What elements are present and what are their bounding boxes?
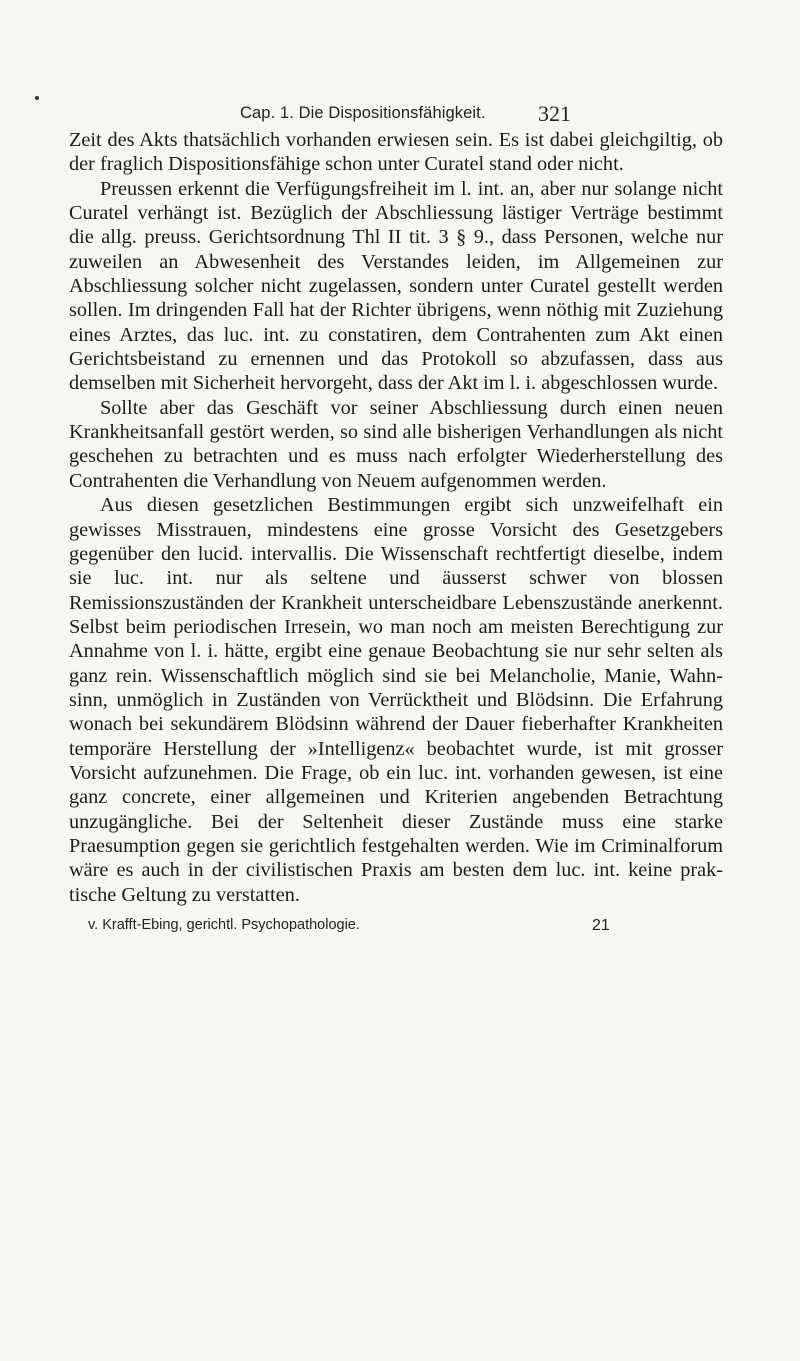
body-text xyxy=(69,128,723,907)
paragraph: Preussen erkennt die Verfügungsfreiheit im l. int. an, aber nur solange nicht Curatel verhängt ist. Bezüglich der Abschliessung lästiger Verträge bestimmt die allg. preuss. Gerichtsordnung Thl II tit. 3 § 9., dass Personen, welche nur zuweilen an Abwesenheit des Verstandes leiden, im Allgemeinen zur Abschliessung solcher nicht zugelassen, sondern unter Curatel gestellt werden sollen. Im dringenden Fall hat der Richter übrigens, wenn nöthig mit Zuziehung eines Arztes, das luc. int. zu constatiren, dem Contrahenten zum Akt einen Gerichtsbeistand zu ernennen und das Protokoll so abzufassen, dass aus demselben mit Sicherheit hervorgeht, dass der Akt im l. i. abgeschlossen wurde. xyxy=(69,177,723,395)
margin-dot xyxy=(35,96,39,100)
chapter-title: Cap. 1. Die Dispositionsfähigkeit. xyxy=(240,104,486,122)
paragraph: Sollte aber das Geschäft vor seiner Abschliessung durch einen neuen Krankheitsanfall gestört werden, so sind alle bisherigen Verhandlungen als nicht geschehen zu betrachten und es muss nach erfolgter Wiederherstellung des Contrahenten die Verhandlung von Neuem aufgenommen werden. xyxy=(69,396,723,492)
page-number: 321 xyxy=(538,101,571,126)
signature-mark: 21 xyxy=(592,917,610,934)
running-header xyxy=(240,101,571,126)
footer-citation: v. Krafft-Ebing, gerichtl. Psychopathologie. xyxy=(88,917,360,933)
paragraph: Aus diesen gesetzlichen Bestimmungen ergibt sich unzweifelhaft ein gewisses Misstrauen, mindestens eine grosse Vorsicht des Gesetzgebers gegenüber den lucid. intervallis. Die Wissenschaft rechtfertigt dieselbe, indem sie luc. int. nur als seltene und äusserst schwer von blossen Remissionszuständen der Krankheit unterscheidbare Lebenszustände anerkennt. Selbst beim periodischen Irresein, wo man noch am meisten Berechtigung zur Annahme von l. i. hätte, ergibt eine genaue Beobachtung sie nur sehr selten als ganz rein. Wissenschaftlich möglich sind sie bei Melancholie, Manie, Wahnsinn, unmöglich in Zuständen von Verrücktheit und Blödsinn. Die Erfahrung wonach bei sekundärem Blödsinn während der Dauer fieberhafter Krankheiten temporäre Herstellung der »Intelligenz« beobachtet wurde, ist mit grosser Vorsicht aufzunehmen. Die Frage, ob ein luc. int. vorhanden gewesen, ist eine ganz concrete, einer allgemeinen und Kriterien angebenden Betrachtung unzugängliche. Bei der Seltenheit dieser Zustände muss eine starke Praesumption gegen sie gerichtlich festgehalten werden. Wie im Criminalforum wäre es auch in der civilistischen Praxis am besten dem luc. int. keine praktische Geltung zu verstatten. xyxy=(69,494,723,906)
paragraph: Zeit des Akts thatsächlich vorhanden erwiesen sein. Es ist dabei gleichgiltig, ob der fraglich Dispositionsfähige schon unter Curatel stand oder nicht. xyxy=(69,129,723,176)
